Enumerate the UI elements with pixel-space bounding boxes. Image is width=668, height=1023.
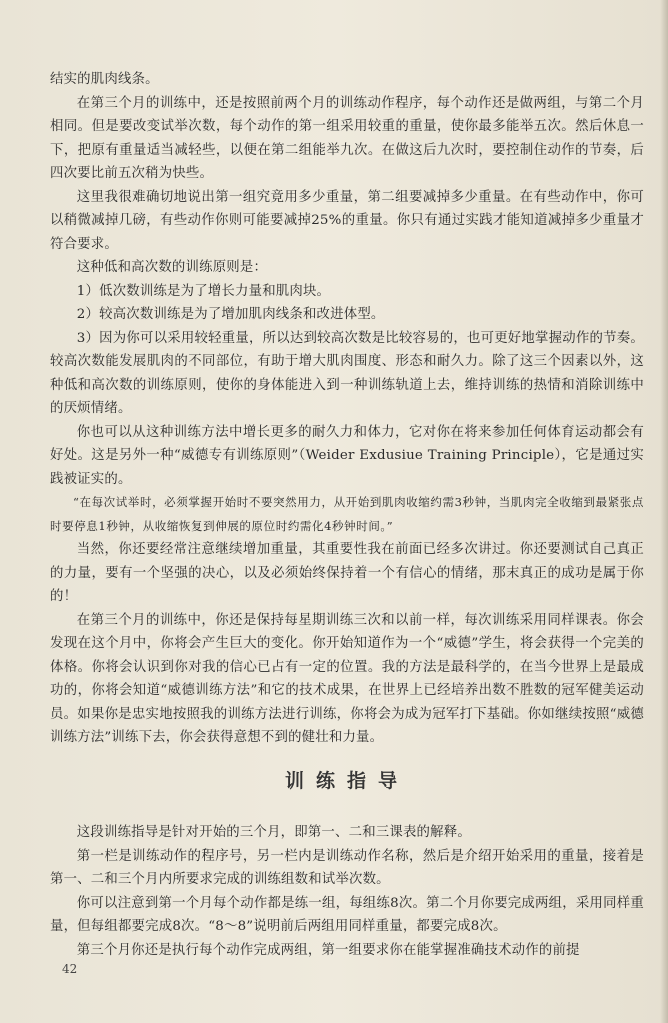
page-edge-shadow (660, 0, 668, 1023)
paragraph: 在第三个月的训练中，还是按照前两个月的训练动作程序，每个动作还是做两组，与第二个月相同。但是要改变试举次数，每个动作的第一组采用较重的重量，使你最多能举五次。然后休息一下，把原有重量适当减轻些，以便在第二组能举九次。在做这后九次时，要控制住动作的节奏，后四次要比前五次稍为快些。 (50, 95, 644, 181)
page-content (50, 68, 644, 962)
paragraph: 结实的肌肉线条。 (50, 72, 159, 87)
paragraph: 第一栏是训练动作的程序号，另一栏内是训练动作名称，然后是介绍开始采用的重量，接着是第一、二和三个月内所要求完成的训练组数和试举次数。 (50, 848, 644, 887)
list-item: 3）因为你可以采用较轻重量，所以达到较高次数是比较容易的，也可更好地掌握动作的节奏。较高次数能发展肌肉的不同部位，有助于增大肌肉围度、形态和耐久力。除了这三个因素以外，这种低和高次数的训练原则，使你的身体能进入到一种训练轨道上去，维持训练的热情和消除训练中的厌烦情绪。 (50, 330, 644, 416)
section-heading: 训练指导 (284, 769, 409, 792)
paragraph: 在第三个月的训练中，你还是保持每星期训练三次和以前一样，每次训练采用同样课表。你会发现在这个月中，你将会产生巨大的变化。你开始知道作为一个“威德”学生，将会获得一个完美的体格。你将会认识到你对我的信心已占有一定的位置。我的方法是最科学的，在当今世界上是最成功的，你将会知道“威德训练方法”和它的技术成果，在世界上已经培养出数不胜数的冠军健美运动员。如果你是忠实地按照我的训练方法进行训练，你将会为成为冠军打下基础。你如继续按照“威德训练方法”训练下去，你会获得意想不到的健壮和力量。 (50, 612, 644, 745)
paragraph: 这种低和高次数的训练原则是： (76, 260, 268, 275)
list-item: 1）低次数训练是为了增长力量和肌肉块。 (76, 283, 331, 299)
page-number: 42 (62, 962, 78, 976)
paragraph: 这段训练指导是针对开始的三个月，即第一、二和三课表的解释。 (76, 825, 471, 840)
paragraph: 当然，你还要经常注意继续增加重量，其重要性我在前面已经多次讲过。你还要测试自己真正的力量，要有一个坚强的决心，以及必须始终保持着一个有信心的情绪，那末真正的成功是属于你的！ (50, 542, 644, 604)
paragraph: 这里我很难确切地说出第一组究竟用多少重量，第二组要减掉多少重量。在有些动作中，你可以稍微减掉几磅，有些动作你则可能要减掉25%的重量。你只有通过实践才能知道减掉多少重量才符合要求。 (50, 189, 644, 252)
paragraph: 第三个月你还是执行每个动作完成两组，第一组要求你在能掌握准确技术动作的前提 (76, 942, 580, 958)
quote-paragraph: “在每次试举时，必须掌握开始时不要突然用力，从开始到肌肉收缩约需3秒钟，当肌肉完全收缩到最紧张点时要停息1秒钟，从收缩恢复到伸展的原位时约需化4秒钟时间。” (50, 495, 644, 533)
paragraph: 你可以注意到第一个月每个动作都是练一组，每组练8次。第二个月你要完成两组，采用同样重量，但每组都要完成8次。“8～8”说明前后两组用同样重量，都要完成8次。 (50, 895, 644, 934)
list-item: 2）较高次数训练是为了增加肌肉线条和改进体型。 (76, 307, 385, 322)
paragraph: 你也可以从这种训练方法中增长更多的耐久力和体力，它对你在将来参加任何体育运动都会有好处。这是另外一种“威德专有训练原则”（Weider Exdusiue Training Principle），它是通过实践被证实的。 (50, 424, 644, 487)
